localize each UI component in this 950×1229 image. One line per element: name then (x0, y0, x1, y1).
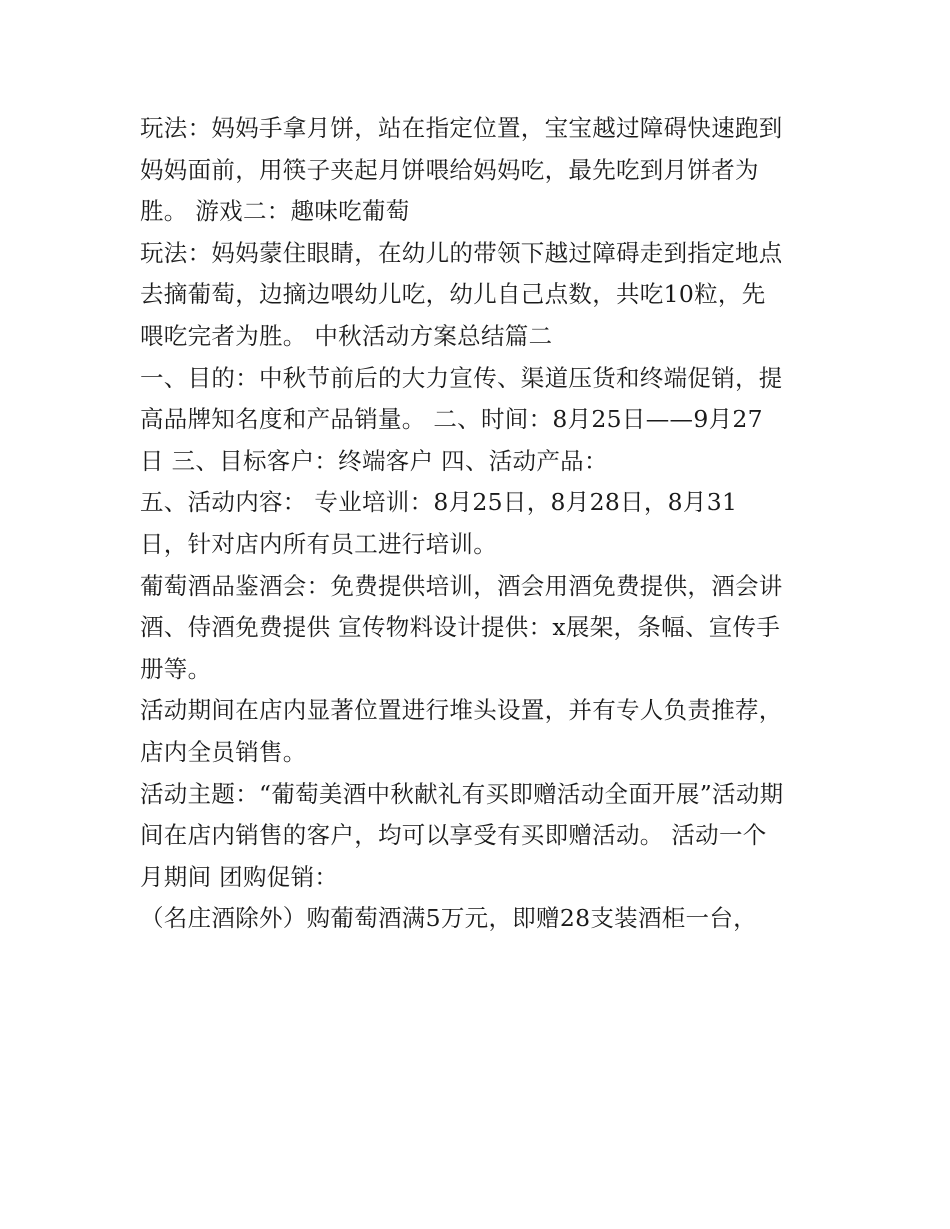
text-line: 五、活动内容： 专业培训：8月25日，8月28日，8月31 (140, 488, 738, 517)
text-line: 去摘葡萄，边摘边喂幼儿吃，幼儿自己点数，共吃10粒，先 (140, 280, 766, 309)
text-line: 玩法：妈妈蒙住眼睛，在幼儿的带领下越过障碍走到指定地点 (140, 238, 783, 267)
text-line: 玩法：妈妈手拿月饼，站在指定位置，宝宝越过障碍快速跑到 (140, 114, 783, 142)
text-line: 活动期间在店内显著位置进行堆头设置，并有专人负责推荐， (140, 696, 783, 725)
text-line: 活动主题：“葡萄美酒中秋献礼有买即赠活动全面开展”活动期 (140, 779, 784, 808)
text-line: 一、目的：中秋节前后的大力宣传、渠道压货和终端促销，提 (140, 363, 783, 392)
text-line: 妈妈面前，用筷子夹起月饼喂给妈妈吃，最先吃到月饼者为 (140, 155, 759, 184)
text-line: 葡萄酒品鉴酒会：免费提供培训，酒会用酒免费提供，酒会讲 (140, 571, 783, 600)
text-line: 胜。 游戏二：趣味吃葡萄 (140, 197, 410, 226)
text-line: 日 三、目标客户：终端客户 四、活动产品： (140, 446, 608, 475)
text-line: 酒、侍酒免费提供 宣传物料设计提供：x展架，条幅、宣传手 (140, 613, 781, 642)
text-line: 日，针对店内所有员工进行培训。 (140, 529, 497, 558)
text-line: 高品牌知名度和产品销量。 二、时间：8月25日——9月27 (140, 405, 763, 434)
document-body (140, 108, 830, 940)
text-line: 间在店内销售的客户，均可以享受有买即赠活动。 活动一个 (140, 821, 767, 850)
text-line: 册等。 (140, 654, 212, 683)
text-line: 喂吃完者为胜。 中秋活动方案总结篇二 (140, 321, 553, 350)
text-line: 店内全员销售。 (140, 737, 307, 766)
text-line: 月期间 团购促销： (140, 862, 339, 891)
text-line: （名庄酒除外）购葡萄酒满5万元，即赠28支装酒柜一台， (140, 904, 757, 933)
